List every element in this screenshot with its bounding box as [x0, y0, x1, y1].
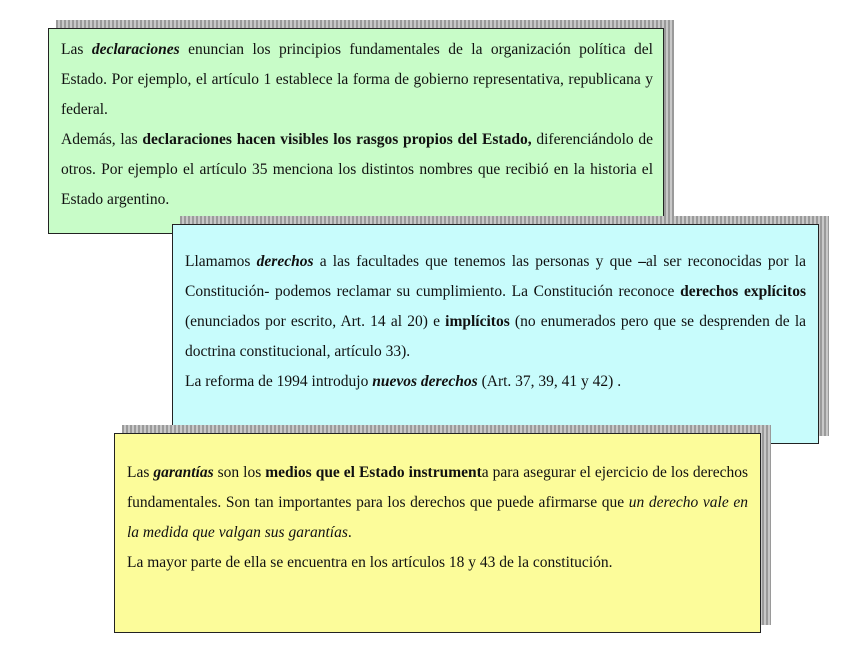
garantias-paragraph-2: La mayor parte de ella se encuentra en los artículos 18 y 43 de la constitución.	[127, 554, 613, 571]
term-nuevos-derechos: nuevos derechos	[372, 373, 478, 390]
text: enuncian los principios fundamentales de la organización política del Estado. Por ejemplo, el artículo 1 establece la forma de gobierno representativa, republicana y federal.	[61, 41, 653, 118]
text: a para asegurar el ejercicio de los derechos fundamentales. Son tan importantes para los derechos que puede afirmarse que	[127, 464, 748, 511]
term-derechos-explicitos: derechos explícitos	[680, 283, 806, 300]
text: Llamamos	[185, 253, 257, 270]
declaraciones-paragraph-1	[61, 35, 653, 125]
derechos-paragraph-1	[185, 247, 806, 367]
text: son los	[213, 464, 266, 481]
term-implicitos: implícitos	[445, 313, 510, 330]
derechos-paragraph-2	[185, 367, 806, 397]
declaraciones-box	[48, 28, 664, 234]
text: Además, las	[61, 131, 143, 148]
dash: –	[638, 253, 646, 270]
quote-derecho-vale: un derecho vale en la medida que valgan sus garantías	[127, 494, 749, 541]
text: a las facultades que tenemos las personas y que	[313, 253, 639, 270]
text: diferenciándolo de otros. Por ejemplo el artículo 35 menciona los distintos nombres que recibió en la historia el Estado argentino.	[61, 131, 654, 208]
term-derechos: derechos	[256, 253, 314, 270]
garantias-box	[114, 433, 761, 633]
text: La reforma de 1994 introdujo	[185, 373, 373, 390]
text: (enunciados por escrito, Art. 14 al 20) e	[185, 313, 446, 330]
text: Las	[61, 41, 92, 58]
term-declaraciones: declaraciones	[91, 41, 180, 58]
text: (no enumerados pero que se desprenden de la doctrina constitucional, artículo 33).	[185, 313, 806, 360]
declaraciones-paragraph-2	[61, 125, 653, 215]
term-garantias: garantías	[153, 464, 214, 481]
emphasis-rasgos: declaraciones hacen visibles los rasgos propios del Estado,	[142, 131, 532, 148]
text: (Art. 37, 39, 41 y 42) .	[477, 373, 622, 390]
emphasis-medios: medios que el Estado instrument	[265, 464, 482, 481]
text: al ser reconocidas por la Constitución- podemos reclamar su cumplimiento. La Constitución reconoce	[185, 253, 806, 300]
text: .	[347, 524, 352, 541]
text: Las	[127, 464, 154, 481]
garantias-paragraph-1	[127, 458, 748, 548]
derechos-box	[172, 224, 819, 444]
